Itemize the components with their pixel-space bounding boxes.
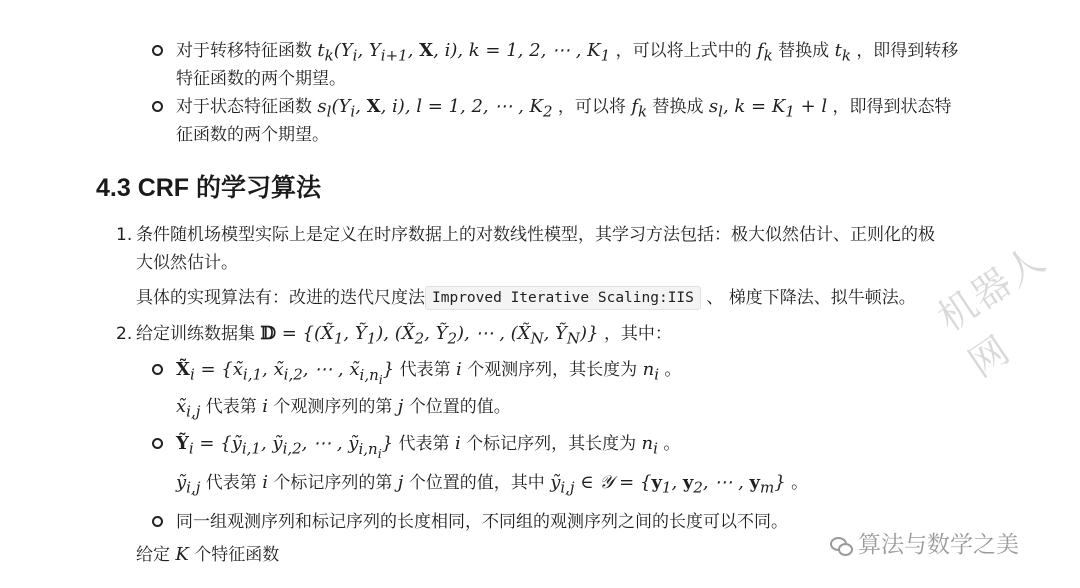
item-2-intro bbox=[136, 321, 672, 352]
math-y-ij: ỹ$_{i,j}$ bbox=[176, 472, 201, 497]
math-n-i: $n_i$ bbox=[642, 359, 659, 384]
bullet-2-line-1 bbox=[176, 94, 952, 125]
bullet-2-end: ，即得到状态特 bbox=[832, 97, 952, 117]
item-2-intro-end: ，其中： bbox=[603, 324, 672, 344]
period-2: 。 bbox=[663, 434, 681, 454]
bullet-marker bbox=[152, 516, 163, 527]
algo-code: Improved Iterative Scaling:IIS bbox=[425, 286, 701, 310]
item-1-algorithms bbox=[136, 285, 916, 311]
math-dataset: 𝔻 = {($X̃_1$, Ỹ$_1$), ($X̃_2$, Ỹ$_2$), ⋯ , ($X̃_N$, Ỹ$_N$)} bbox=[260, 323, 599, 348]
math-s-l-k: $s_l$, $k = K_1 + l$ bbox=[708, 96, 828, 121]
bullet-1-end: ，即得到转移 bbox=[856, 41, 959, 61]
bullet-1-text-a: 对于转移特征函数 bbox=[176, 41, 312, 61]
math-t-k: $t_k(Y_i$, $Y_{i+1}$, X, i), k = 1, 2, ⋯ , $K_1$ bbox=[317, 40, 611, 65]
y-sub-def bbox=[176, 470, 808, 501]
bullet-marker bbox=[152, 101, 163, 112]
x-sub-desc-2: 个观测序列的第 bbox=[273, 397, 393, 417]
x-desc-2: 个观测序列，其长度为 bbox=[467, 360, 638, 380]
algo-prefix: 具体的实现算法有：改进的迭代尺度法 bbox=[136, 288, 425, 308]
math-x-ij: $x̃_{i,j}$ bbox=[176, 396, 201, 421]
math-K: K bbox=[175, 544, 189, 565]
watermark-bottom-text: 算法与数学之美 bbox=[858, 532, 1019, 558]
item-1-line-2: 大似然估计。 bbox=[136, 253, 238, 273]
math-j-2: j bbox=[397, 472, 404, 493]
math-s-l: $s_l(Y_i$, X, i), l = 1, 2, ⋯ , $K_2$ bbox=[317, 96, 553, 121]
math-i-4: i bbox=[262, 472, 268, 493]
bullet-marker bbox=[152, 45, 163, 56]
bullet-2-text-mid: ，可以将 bbox=[557, 97, 626, 117]
bullet-1-replace: 替换成 bbox=[778, 41, 830, 61]
x-def bbox=[176, 357, 681, 393]
x-desc: 代表第 bbox=[399, 360, 451, 380]
watermark-robot-net: 机器人网 bbox=[930, 236, 1055, 386]
y-def bbox=[176, 431, 680, 467]
x-sub-def bbox=[176, 394, 511, 425]
y-desc: 代表第 bbox=[398, 434, 450, 454]
watermark-bottom bbox=[830, 526, 1019, 559]
bullet-2-replace: 替换成 bbox=[652, 97, 704, 117]
bullet-2-text-a: 对于状态特征函数 bbox=[176, 97, 312, 117]
list-number-2: 2. bbox=[116, 324, 133, 344]
bullet-marker bbox=[152, 438, 163, 449]
same-length-note: 同一组观测序列和标记序列的长度相同，不同组的观测序列之间的长度可以不同。 bbox=[176, 512, 788, 532]
math-f-k-b2: $f_k$ bbox=[631, 96, 648, 121]
math-y-set: ỹ$_{i,j}$ ∈ 𝒴 = {$y_1$, $y_2$, ⋯ , $y_m$} bbox=[550, 472, 786, 497]
section-heading: 4.3 CRF 的学习算法 bbox=[96, 174, 322, 202]
y-sub-desc-3: 个位置的值，其中 bbox=[408, 473, 545, 493]
bullet-1-line-2: 特征函数的两个期望。 bbox=[176, 69, 346, 89]
math-j: j bbox=[397, 396, 404, 417]
bullet-1-line-1 bbox=[176, 38, 958, 69]
x-sub-desc: 代表第 bbox=[205, 397, 257, 417]
x-sub-desc-3: 个位置的值。 bbox=[408, 397, 511, 417]
math-f-k: $f_k$ bbox=[757, 40, 773, 65]
math-i-3: i bbox=[454, 433, 461, 454]
wechat-icon bbox=[830, 536, 852, 554]
y-desc-2: 个标记序列，其长度为 bbox=[466, 434, 637, 454]
given-k-text-2: 个特征函数 bbox=[194, 545, 280, 565]
math-i: i bbox=[456, 359, 462, 380]
math-i-2: i bbox=[262, 396, 268, 417]
y-sub-desc: 代表第 bbox=[205, 473, 257, 493]
given-k bbox=[136, 542, 279, 568]
algo-suffix: 、 梯度下降法、拟牛顿法。 bbox=[706, 288, 916, 308]
math-t-k-2: $t_k$ bbox=[834, 40, 851, 65]
math-x-def: $X̃_i$ = {$x̃_{i,1}$, $x̃_{i,2}$, ⋯ , $x̃_{i,n_i}$} bbox=[176, 359, 395, 387]
period-3: 。 bbox=[791, 473, 809, 493]
period: 。 bbox=[664, 360, 682, 380]
given-k-text: 给定 bbox=[136, 545, 170, 565]
bullet-2-line-2: 征函数的两个期望。 bbox=[176, 125, 329, 145]
list-number-1: 1. bbox=[116, 225, 133, 245]
y-sub-desc-2: 个标记序列的第 bbox=[273, 473, 393, 493]
item-1-line-1: 条件随机场模型实际上是定义在时序数据上的对数线性模型，其学习方法包括：极大似然估计、正则化的极 bbox=[136, 225, 935, 245]
math-n-i-2: $n_i$ bbox=[641, 433, 658, 458]
math-y-def: Ỹ$_i$ = {ỹ$_{i,1}$, ỹ$_{i,2}$, ⋯ , ỹ$_{i,n_i}$} bbox=[176, 433, 394, 461]
bullet-marker bbox=[152, 364, 163, 375]
item-2-intro-text: 给定训练数据集 bbox=[136, 324, 255, 344]
bullet-1-text-mid: ，可以将上式中的 bbox=[615, 41, 752, 61]
